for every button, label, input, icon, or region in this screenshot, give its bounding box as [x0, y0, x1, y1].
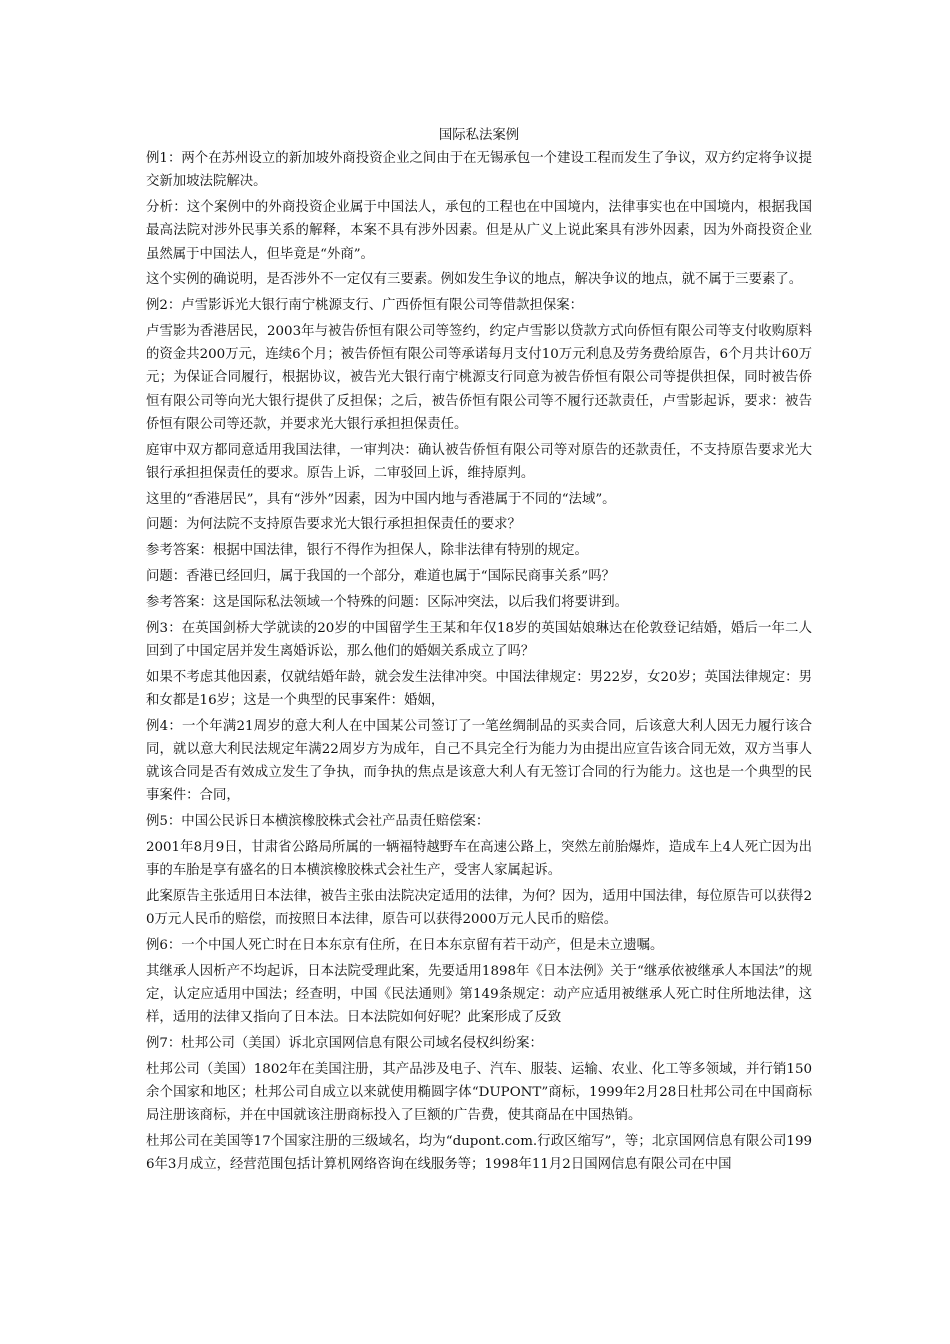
- paragraph: 这个实例的确说明，是否涉外不一定仅有三要素。例如发生争议的地点，解决争议的地点，就不属于三要素了。: [146, 272, 803, 288]
- paragraph: 问题：为何法院不支持原告要求光大银行承担担保责任的要求？: [146, 517, 521, 533]
- paragraph: 例6：一个中国人死亡时在日本东京有住所，在日本东京留有若干动产，但是未立遗嘱。: [146, 937, 664, 953]
- paragraph: 庭审中双方都同意适用我国法律，一审判决：确认被告侨恒有限公司等对原告的还款责任，不支持原告要求光大银行承担担保责任的要求。原告上诉，二审驳回上诉，维持原判。: [146, 442, 812, 481]
- document-title: 国际私法案例: [438, 128, 520, 143]
- paragraph: 例1：两个在苏州设立的新加坡外商投资企业之间由于在无锡承包一个建设工程而发生了争议，双方约定将争议提交新加坡法院解决。: [146, 151, 812, 190]
- paragraph: 2001年8月9日，甘肃省公路局所属的一辆福特越野车在高速公路上，突然左前胎爆炸，造成车上4人死亡因为出事的车胎是享有盛名的日本横滨橡胶株式会社生产，受害人家属起诉。: [146, 839, 812, 878]
- paragraph: 例2：卢雪影诉光大银行南宁桃源支行、广西侨恒有限公司等借款担保案：: [146, 298, 584, 314]
- paragraph: 此案原告主张适用日本法律，被告主张由法院决定适用的法律，为何？因为，适用中国法律，每位原告可以获得20万元人民币的赔偿，而按照日本法律，原告可以获得2000万元人民币的赔偿。: [146, 888, 812, 927]
- document-body: [146, 124, 812, 1179]
- paragraph: 这里的“香港居民”，具有“涉外”因素，因为中国内地与香港属于不同的“法域”。: [146, 491, 616, 507]
- paragraph: 杜邦公司在美国等17个国家注册的三级域名，均为“dupont.com.行政区缩写”，等；北京国网信息有限公司1996年3月成立，经营范围包括计算机网络咨询在线服务等；1998年11月2日国网信息有限公司在中国: [146, 1133, 812, 1172]
- paragraph: 问题：香港已经回归，属于我国的一个部分，难道也属于“国际民商事关系”吗？: [146, 569, 615, 584]
- paragraph: 如果不考虑其他因素，仅就结婚年龄，就会发生法律冲突。中国法律规定：男22岁，女20岁；英国法律规定：男和女都是16岁；这是一个典型的民事案件：婚姻，: [146, 669, 812, 708]
- paragraph: 分析：这个案例中的外商投资企业属于中国法人，承包的工程也在中国境内，法律事实也在中国境内，根据我国最高法院对涉外民事关系的解释，本案不具有涉外因素。但是从广义上说此案具有涉外因素，因为外商投资企业虽然属于中国法人，但毕竟是“外商”。: [146, 200, 812, 262]
- paragraph: 例4：一个年满21周岁的意大利人在中国某公司签订了一笔丝绸制品的买卖合同，后该意大利人因无力履行该合同，就以意大利民法规定年满22周岁方为成年，自己不具完全行为能力为由提出应宣告该合同无效，双方当事人就该合同是否有效成立发生了争执，而争执的焦点是该意大利人有无签订合同的行为能力。这也是一个典型的民事案件：合同，: [146, 718, 812, 804]
- paragraph: 卢雪影为香港居民，2003年与被告侨恒有限公司等签约，约定卢雪影以贷款方式向侨恒有限公司等支付收购原料的资金共200万元，连续6个月；被告侨恒有限公司等承诺每月支付10万元利息及劳务费给原告，6个月共计60万元；为保证合同履行，根据协议，被告光大银行南宁桃源支行同意为被告侨恒有限公司等提供担保，同时被告侨恒有限公司等向光大银行提供了反担保；之后，被告侨恒有限公司等不履行还款责任，卢雪影起诉，要求：被告侨恒有限公司等还款，并要求光大银行承担担保责任。: [146, 324, 812, 432]
- paragraph: 其继承人因析产不均起诉，日本法院受理此案，先要适用1898年《日本法例》关于“继承依被继承人本国法”的规定，认定应适用中国法；经查明，中国《民法通则》第149条规定：动产应适用被继承人死亡时住所地法律，这样，适用的法律又指向了日本法。日本法院如何好呢？此案形成了反致: [146, 963, 812, 1025]
- paragraph: 参考答案：根据中国法律，银行不得作为担保人，除非法律有特别的规定。: [146, 543, 588, 559]
- paragraph: 例7：杜邦公司（美国）诉北京国网信息有限公司域名侵权纠纷案：: [146, 1035, 543, 1051]
- paragraph: 例5：中国公民诉日本横滨橡胶株式会社产品责任赔偿案：: [146, 814, 490, 829]
- paragraph: 参考答案：这是国际私法领域一个特殊的问题：区际冲突法，以后我们将要讲到。: [146, 594, 629, 610]
- paragraph: 例3：在英国剑桥大学就读的20岁的中国留学生王某和年仅18岁的英国姑娘琳达在伦敦登记结婚，婚后一年二人回到了中国定居并发生离婚诉讼，那么他们的婚姻关系成立了吗？: [146, 620, 812, 659]
- paragraph: 杜邦公司（美国）1802年在美国注册，其产品涉及电子、汽车、服装、运输、农业、化工等多领域，并行销150余个国家和地区；杜邦公司自成立以来就使用椭圆字体“DUPONT”商标，1999年2月28日杜邦公司在中国商标局注册该商标，并在中国就该注册商标投入了巨额的广告费，使其商品在中国热销。: [146, 1061, 812, 1123]
